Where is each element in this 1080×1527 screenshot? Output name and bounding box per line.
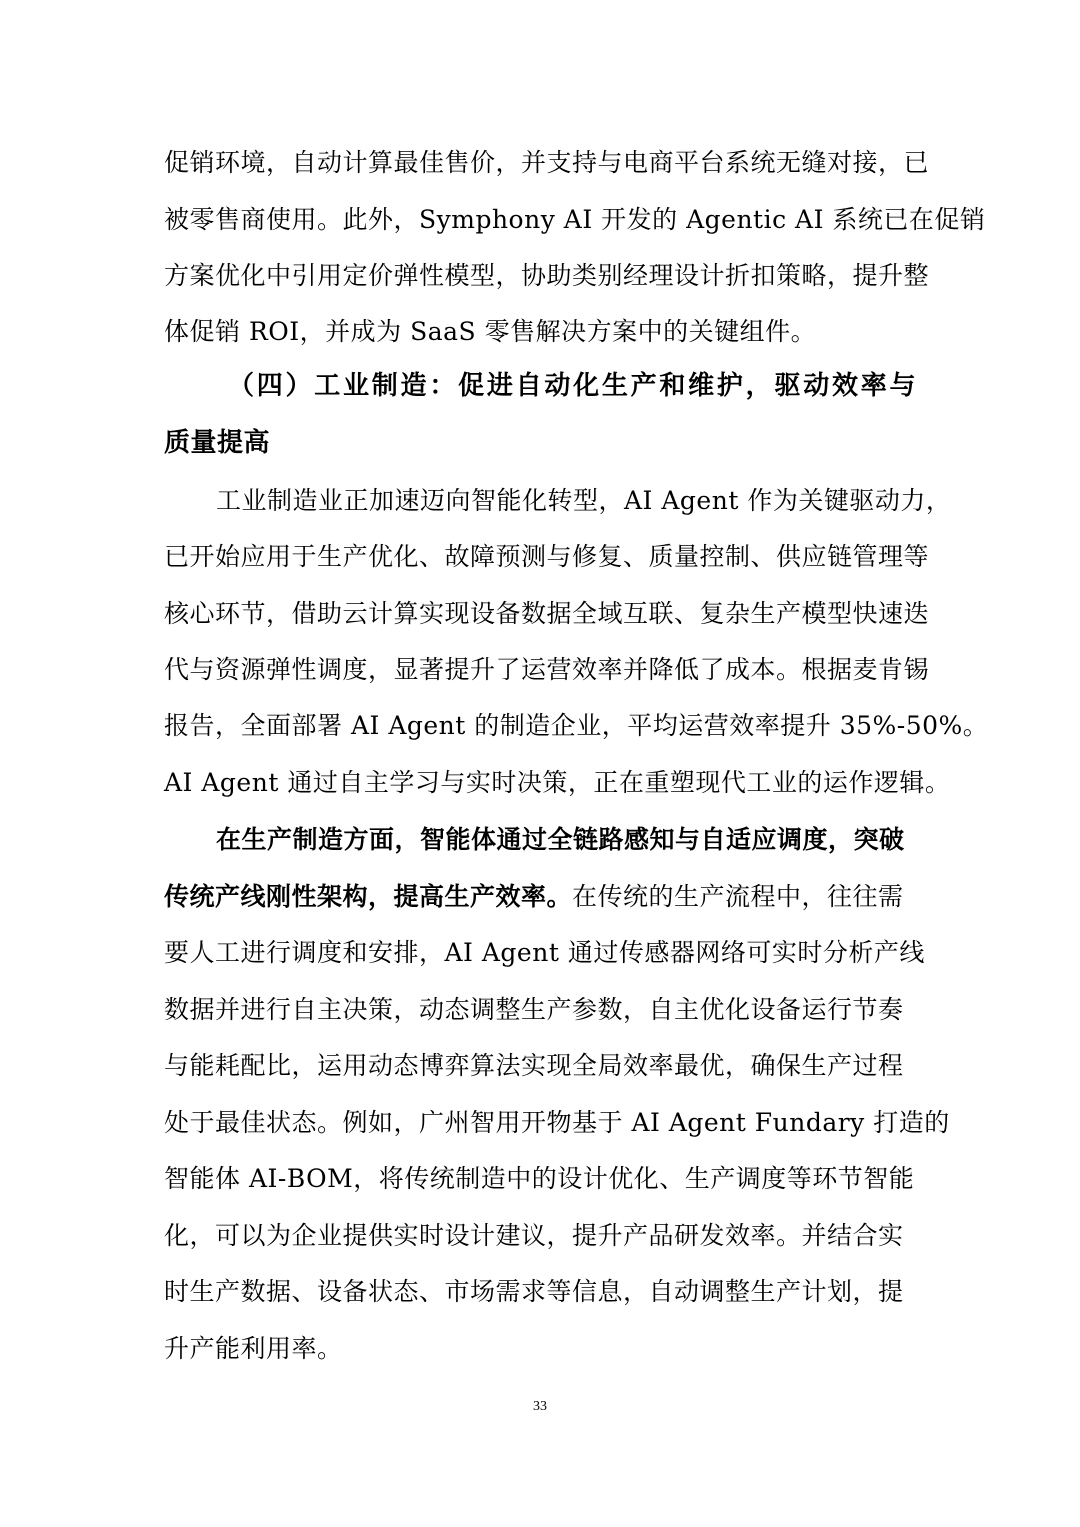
page-number: 33 — [533, 1399, 547, 1414]
paragraph-line: 促销环境，自动计算最佳售价，并支持与电商平台系统无缝对接，已 — [164, 148, 930, 177]
paragraph-line: 报告，全面部署 AI Agent 的制造企业，平均运营效率提升 35%-50%。 — [164, 711, 989, 740]
bold-lead-sentence: 传统产线刚性架构，提高生产效率。 — [164, 882, 573, 911]
paragraph-line: 与能耗配比，运用动态博弈算法实现全局效率最优，确保生产过程 — [164, 1051, 904, 1080]
paragraph-line: AI Agent 通过自主学习与实时决策，正在重塑现代工业的运作逻辑。 — [164, 768, 951, 797]
paragraph-line: 核心环节，借助云计算实现设备数据全域互联、复杂生产模型快速迭 — [164, 599, 930, 628]
paragraph-line — [164, 880, 904, 914]
paragraph-text: 在传统的生产流程中，往往需 — [572, 882, 904, 911]
paragraph-line: 数据并进行自主决策，动态调整生产参数，自主优化设备运行节奏 — [164, 995, 904, 1024]
paragraph-line: 方案优化中引用定价弹性模型，协助类别经理设计折扣策略，提升整 — [164, 261, 930, 290]
paragraph-line: 智能体 AI-BOM，将传统制造中的设计优化、生产调度等环节智能 — [164, 1164, 915, 1193]
section-heading: （四）工业制造：促进自动化生产和维护，驱动效率与 — [228, 371, 916, 401]
paragraph-line: 化，可以为企业提供实时设计建议，提升产品研发效率。并结合实 — [164, 1221, 904, 1250]
section-heading: 质量提高 — [164, 428, 271, 458]
paragraph-line: 工业制造业正加速迈向智能化转型，AI Agent 作为关键驱动力， — [216, 486, 952, 515]
paragraph-line: 代与资源弹性调度，显著提升了运营效率并降低了成本。根据麦肯锡 — [164, 655, 930, 684]
bold-lead-sentence: 在生产制造方面，智能体通过全链路感知与自适应调度，突破 — [216, 825, 905, 854]
paragraph-line: 处于最佳状态。例如，广州智用开物基于 AI Agent Fundary 打造的 — [164, 1108, 950, 1137]
paragraph-line: 要人工进行调度和安排，AI Agent 通过传感器网络可实时分析产线 — [164, 938, 925, 967]
paragraph-line: 升产能利用率。 — [164, 1334, 343, 1363]
paragraph-line: 被零售商使用。此外，Symphony AI 开发的 Agentic AI 系统已在促销 — [164, 205, 986, 234]
paragraph-line: 体促销 ROI，并成为 SaaS 零售解决方案中的关键组件。 — [164, 317, 817, 346]
paragraph-line: 已开始应用于生产优化、故障预测与修复、质量控制、供应链管理等 — [164, 542, 930, 571]
paragraph-line: 时生产数据、设备状态、市场需求等信息，自动调整生产计划，提 — [164, 1277, 904, 1306]
